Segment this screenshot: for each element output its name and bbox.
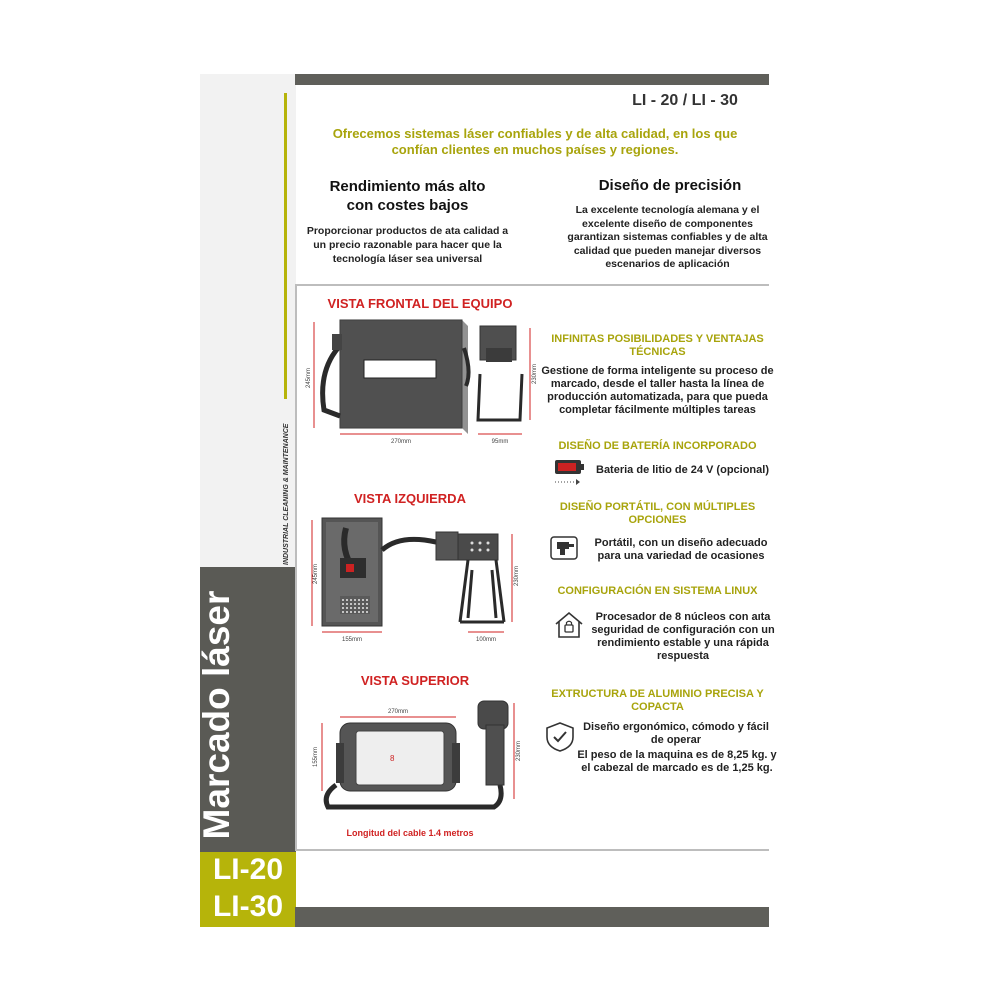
home-security-icon (553, 610, 585, 640)
left-dim-head-height: 230mm (514, 565, 520, 587)
top-screen-label: 8 (390, 754, 395, 763)
feature-3-title: DISEÑO PORTÁTIL, CON MÚLTIPLES OPCIONES (559, 501, 756, 526)
feature-2-title: DISEÑO DE BATERÍA INCORPORADO (558, 440, 757, 452)
model-title: LI - 20 / LI - 30 (632, 92, 738, 109)
feature-2-text: Bateria de litio de 24 V (opcional) (596, 464, 769, 476)
sidebar-model-1: LI-20 (212, 853, 284, 886)
feature-5-text: Diseño ergonómico, cómodo y fácil de operar (583, 721, 769, 746)
sidebar-vertical-title: Marcado láser (196, 590, 237, 840)
front-view-title: VISTA FRONTAL DEL EQUIPO (327, 296, 513, 311)
intro-left-title: Rendimiento más alto con costes bajos (329, 178, 486, 214)
top-bar (295, 74, 769, 85)
left-view-title: VISTA IZQUIERDA (354, 491, 466, 506)
feature-5-title: EXTRUCTURA DE ALUMINIO PRECISA Y COPACTA (551, 688, 764, 713)
front-view-drawing (300, 312, 540, 452)
left-dim-height: 245mm (313, 563, 319, 585)
top-dim-head-height: 230mm (516, 740, 522, 762)
feature-5-text-2: El peso de la maquina es de 8,25 kg. y el cabezal de marcado es de 1,25 kg. (577, 749, 777, 774)
left-view-drawing (300, 510, 530, 645)
left-dim-head-width: 100mm (475, 637, 497, 643)
front-dim-head-width: 95mm (491, 439, 509, 445)
cable-note: Longitud del cable 1.4 metros (346, 828, 474, 838)
accent-line (284, 93, 287, 399)
feature-1-title: INFINITAS POSIBILIDADES Y VENTAJAS TÉCNICAS (551, 333, 764, 358)
left-dim-width: 155mm (341, 637, 363, 643)
feature-4-text: Procesador de 8 núcleos con aıta seguridad de configuración con un rendimiento estable y una rápida respuesta (591, 611, 775, 662)
feature-4-title: CONFIGURACIÓN EN SISTEMA LINUX (557, 585, 758, 597)
front-dim-head-height: 230mm (532, 363, 538, 385)
top-dim-height: 155mm (313, 746, 319, 768)
front-dim-height: 245mm (306, 367, 312, 389)
sidebar-industry-tag: INDUSTRIAL CLEANING & MAINTENANCE (283, 423, 290, 565)
front-dim-width: 270mm (390, 439, 412, 445)
top-view-title: VISTA SUPERIOR (360, 673, 470, 688)
intro-right-title: Diseño de precisión (598, 177, 742, 194)
feature-1-text: Gestione de forma inteligente su proceso de marcado, desde el taller hasta la línea de producción automatizada, para que pueda completar fácilmente múltiples tareas (541, 365, 774, 416)
battery-icon (554, 459, 588, 489)
section-divider-left (295, 284, 297, 851)
feature-3-text: Portátil, con un diseño adecuado para una variedad de ocasiones (594, 537, 768, 562)
sidebar-model-2: LI-30 (212, 890, 284, 923)
portable-device-icon (550, 536, 580, 562)
intro-right-text: La excelente tecnología alemana y el excelente diseño de componentes garantizan sistemas confiables y de alta calidad que pueden manejar diversos escenarios de aplicación (567, 204, 768, 270)
section-divider-top (295, 284, 769, 286)
tagline: Ofrecemos sistemas láser confiables y de alta calidad, en los que confían clientes en muchos países y regiones. (332, 126, 738, 157)
section-divider-bottom (295, 849, 769, 851)
intro-left-text: Proporcionar productos de ata calidad a un precio razonable para hacer que la tecnología láser sea universal (306, 225, 509, 265)
top-dim-width: 270mm (387, 709, 409, 715)
top-view-drawing (300, 695, 530, 825)
bottom-bar (295, 907, 769, 927)
